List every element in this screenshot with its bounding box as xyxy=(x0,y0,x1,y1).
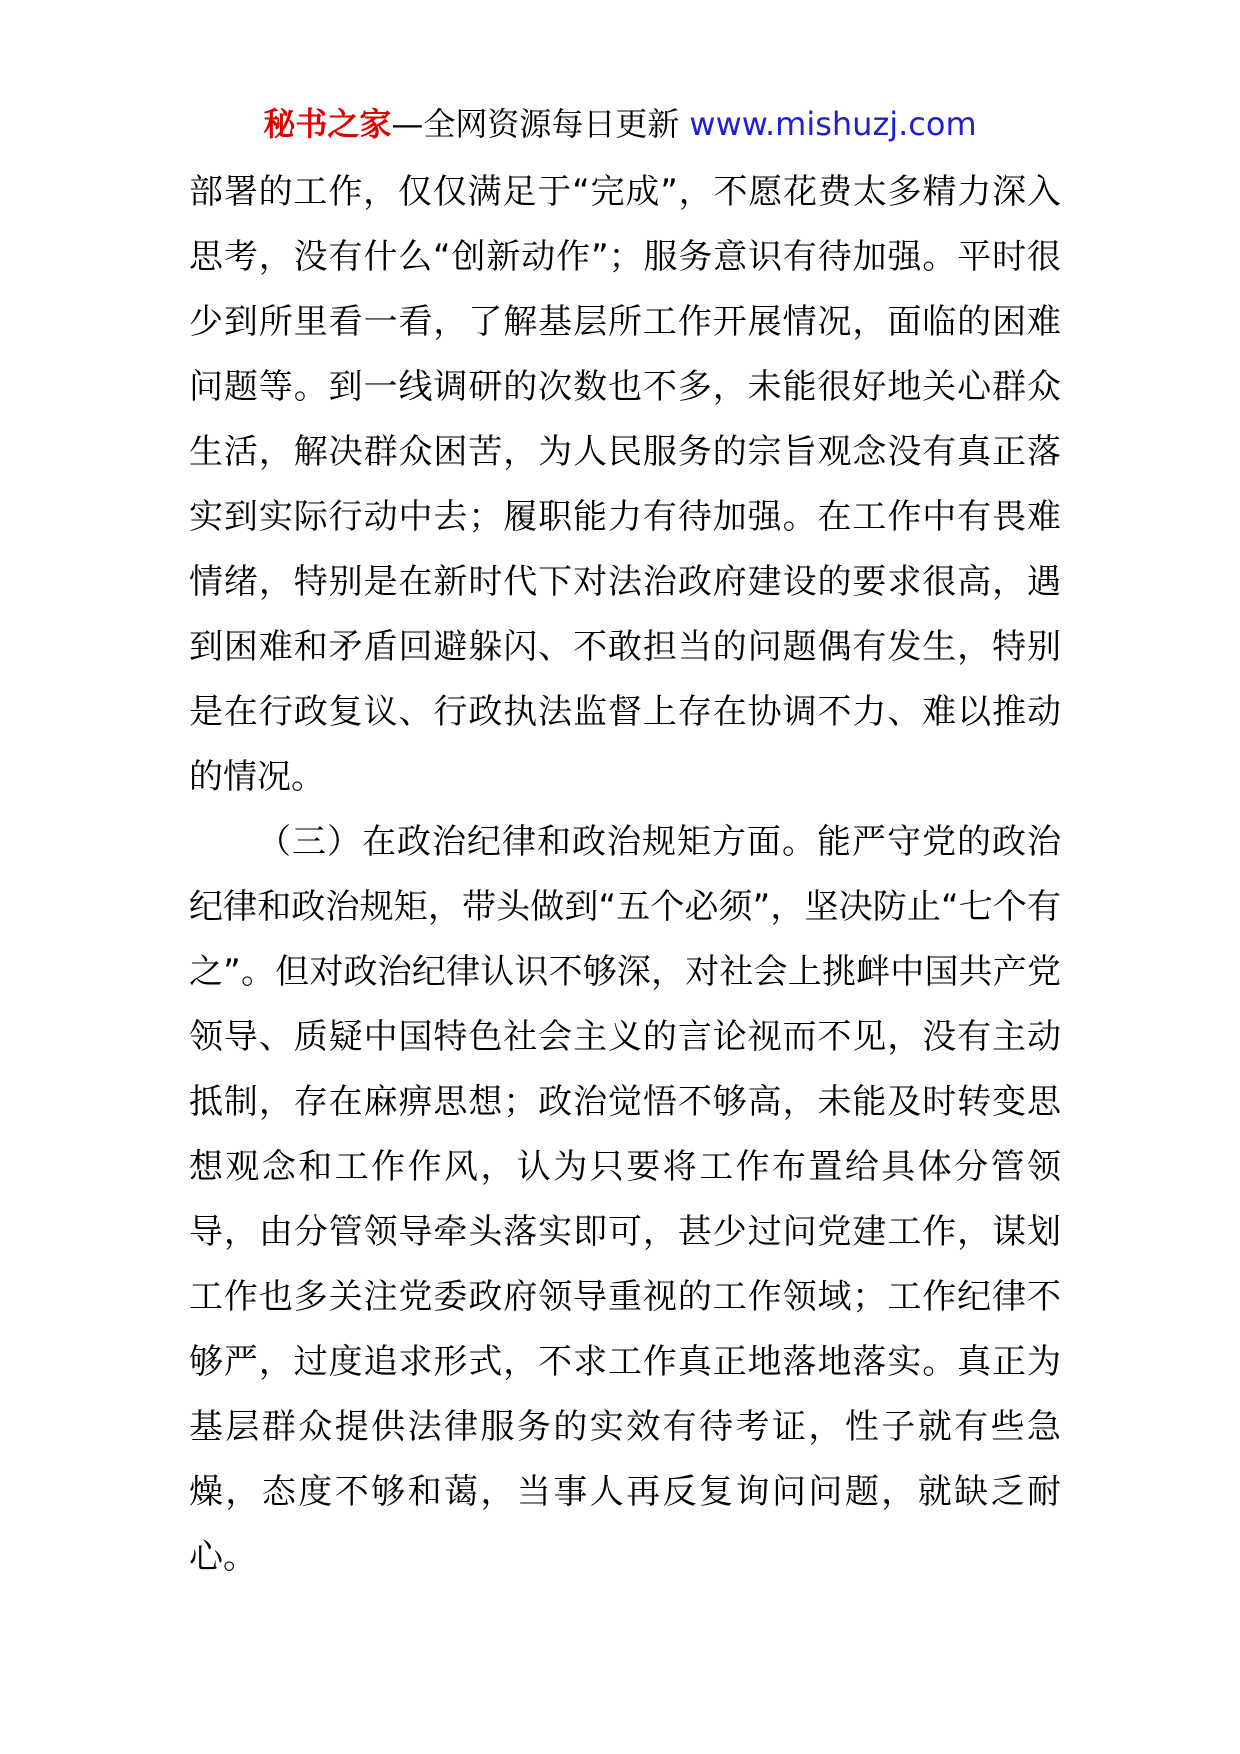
paragraph-section-three: （三）在政治纪律和政治规矩方面。能严守党的政治纪律和政治规矩，带头做到“五个必须”，坚决防止“七个有之”。但对政治纪律认识不够深，对社会上挑衅中国共产党领导、质疑中国特色社会主义的言论视而不见，没有主动抵制，存在麻痹思想；政治觉悟不够高，未能及时转变思想观念和工作作风，认为只要将工作布置给具体分管领导，由分管领导牵头落实即可，甚少过问党建工作，谋划工作也多关注党委政府领导重视的工作领域；工作纪律不够严，过度追求形式，不求工作真正地落地落实。真正为基层群众提供法律服务的实效有待考证，性子就有些急燥，态度不够和蔼，当事人再反复询问问题，就缺乏耐心。 xyxy=(189,822,1061,1577)
site-tagline: —全网资源每日更新 xyxy=(391,105,680,143)
site-url-link[interactable]: www.mishuzj.com xyxy=(689,105,977,143)
site-header xyxy=(0,100,1240,148)
paragraph-continued: 部署的工作，仅仅满足于“完成”，不愿花费太多精力深入思考，没有什么“创新动作”；服务意识有待加强。平时很少到所里看一看，了解基层所工作开展情况，面临的困难问题等。到一线调研的次数也不多，未能很好地关心群众生活，解决群众困苦，为人民服务的宗旨观念没有真正落实到实际行动中去；履职能力有待加强。在工作中有畏难情绪，特别是在新时代下对法治政府建设的要求很高，遇到困难和矛盾回避躲闪、不敢担当的问题偶有发生，特别是在行政复议、行政执法监督上存在协调不力、难以推动的情况。 xyxy=(189,172,1061,797)
document-body xyxy=(189,160,1061,1590)
site-brand: 秘书之家 xyxy=(263,105,392,143)
